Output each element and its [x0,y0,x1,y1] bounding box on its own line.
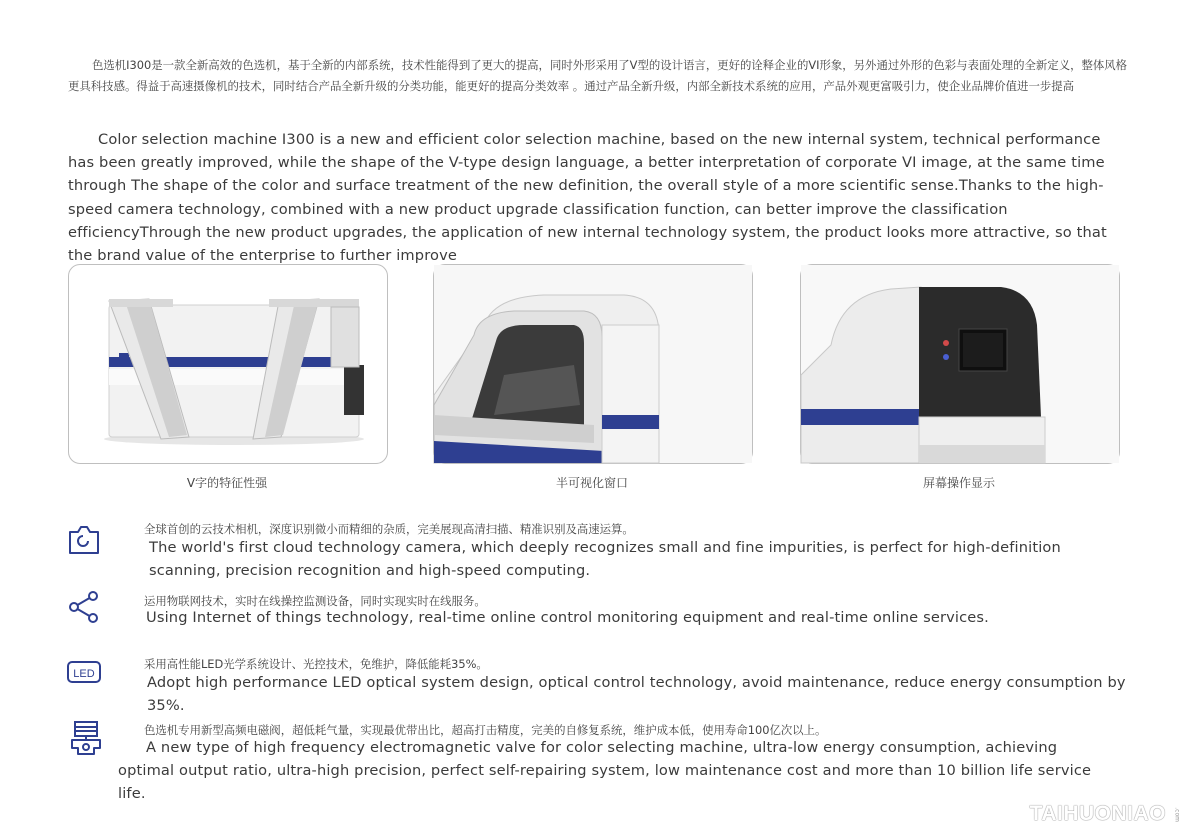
feature-2-english: Using Internet of things technology, real-time online control monitoring equipment and real-time online services. [146,609,989,626]
feature-1-english: The world's first cloud technology camera, which deeply recognizes small and fine impurities, is perfect for high-definition scanning, precision recognition and high-speed computing. [149,539,1061,580]
feature-1-chinese: 全球首创的云技术相机，深度识别微小而精细的杂质，完美展现高清扫描、精准识别及高速运算。 [144,522,634,536]
screen-operation-illustration [801,265,1119,463]
gallery-caption-1: V字的特征性强 [186,476,268,490]
feature-4-english: A new type of high frequency electromagnetic valve for color selecting machine, ultra-low energy consumption, achieving optimal output ratio, ultra-high precision, perfect self-repairing system, low maintenance cost and more than 10 billion life service life. [118,739,1092,803]
led-icon-label: LED [73,668,95,680]
gallery-caption-3: 屏幕操作显示 [922,476,995,490]
gallery-image-v-shape [68,264,388,464]
semi-visual-window-illustration [434,265,752,463]
v-shape-machine-illustration [69,265,387,463]
valve-icon [68,720,104,756]
camera-icon [66,522,102,558]
feature-3-english: Adopt high performance LED optical system design, optical control technology, avoid maintenance, reduce energy consumption by 35%. [147,674,1126,715]
watermark-logo: TAIHUONIAO [1029,802,1166,825]
gallery-image-screen [800,264,1120,464]
feature-3-chinese: 采用高性能LED光学系统设计、光控技术，免维护，降低能耗35%。 [144,657,488,671]
intro-chinese-text: 色选机I300是一款全新高效的色选机，基于全新的内部系统，技术性能得到了更大的提高，同时外形采用了V型的设计语言，更好的诠释企业的VI形象，另外通过外形的色彩与表面处理的全新定义，整体风格更具科技感。得益于高速摄像机的技术，同时结合产品全新升级的分类功能，能更好的提高分类效率 。通过产品全新升级，内部全新技术系统的应用，产品外观更富吸引力，使企业品牌价值进一步提高 [68,58,1128,93]
share-network-icon [66,589,102,625]
gallery-caption-2: 半可视化窗口 [555,476,628,490]
led-icon [66,654,102,690]
feature-4-chinese: 色选机专用新型高频电磁阀，超低耗气量，实现最优带出比，超高打击精度，完美的自修复系统，维护成本低，使用寿命100亿次以上。 [144,723,827,737]
feature-2-chinese: 运用物联网技术，实时在线操控监测设备，同时实现实时在线服务。 [144,594,486,608]
intro-english-text: Color selection machine I300 is a new and efficient color selection machine, based on the new internal system, technical performance has been greatly improved, while the shape of the V-type design language, a better interpretation of corporate VI image, at the same time through The shape of the color and surface treatment of the new definition, the overall style of a more scientific sense.Thanks to the high-speed camera technology, combined with a new product upgrade classification function, can better improve the classification efficiencyThrough the new product upgrades, the application of new internal technology system, the product looks more attractive, so that the brand value of the enterprise to further improve [68,131,1107,265]
gallery-image-window [433,264,753,464]
watermark-suffix: .com [1174,807,1181,822]
